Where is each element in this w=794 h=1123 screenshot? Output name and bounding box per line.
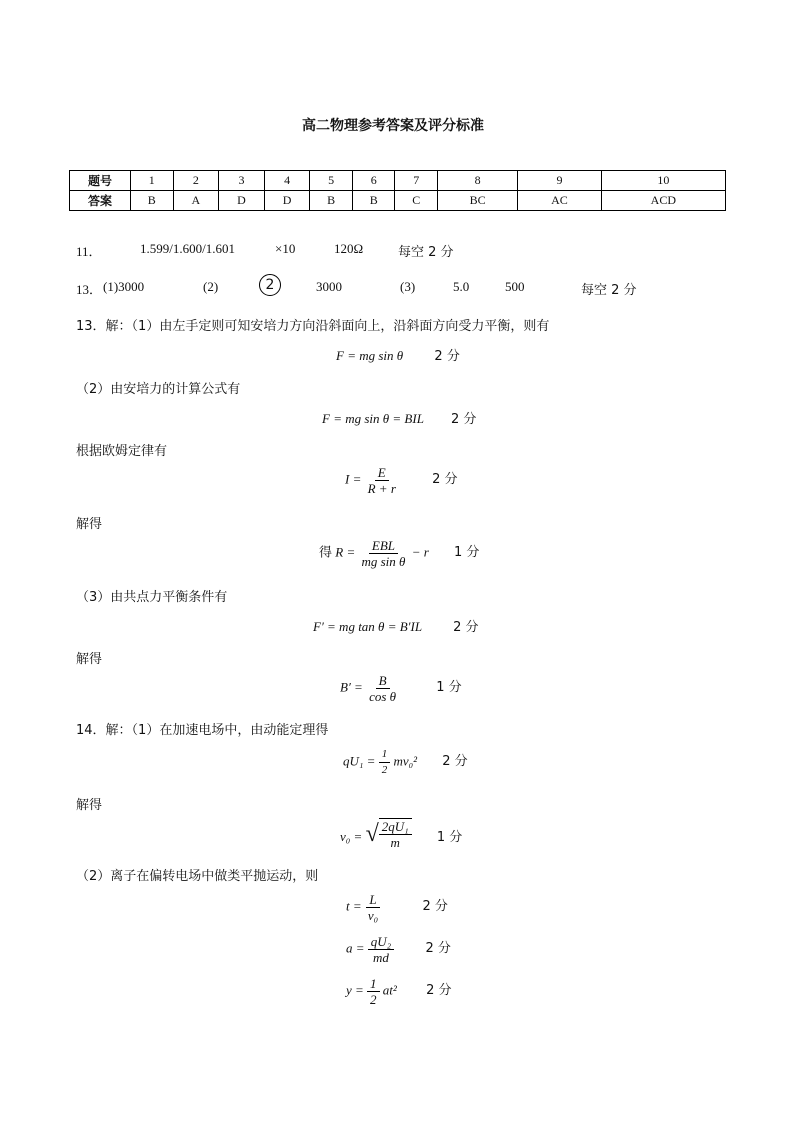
fraction-numerator: 1 (367, 976, 380, 992)
q11-value3: 120Ω (334, 241, 364, 256)
score-text: 1 分 (454, 545, 480, 561)
equation-lhs: R = (335, 544, 356, 560)
table-cell: 7 (395, 171, 438, 191)
equation-lhs: y = (346, 982, 364, 998)
q11-number: 11． (76, 244, 102, 259)
table-cell: 3 (219, 171, 265, 191)
score-text: 2 分 (422, 899, 448, 915)
table-cell: 6 (352, 171, 395, 191)
fraction-numerator: L (366, 892, 379, 908)
score-text: 1 分 (436, 830, 463, 845)
q12-value-a: 5.0 (453, 279, 470, 294)
q12-part3-label: (3) (400, 279, 416, 294)
table-cell: D (219, 191, 265, 211)
q14-part2: （2）离子在偏转电场中做类平抛运动，则 (76, 869, 319, 884)
equation-lhs: qU₁ = (343, 753, 376, 769)
equation-text: F = mg sin θ = BIL (322, 411, 424, 426)
table-cell: 2 (173, 171, 219, 191)
q14-eq4 (346, 934, 451, 965)
table-cell: 8 (438, 171, 518, 191)
fraction-numerator: 1 (379, 747, 391, 763)
answer-table (69, 170, 726, 211)
table-cell: 1 (131, 171, 174, 191)
fraction-denominator: v₀ (367, 908, 379, 923)
equation-text: F′ = mg tan θ = B′IL (313, 619, 422, 634)
fraction-denominator: cos θ (369, 689, 397, 704)
equation-tail: at² (382, 982, 397, 998)
q12-score: 每空 2 分 (581, 283, 637, 298)
equation-prefix: 得 (319, 545, 333, 561)
fraction (366, 673, 399, 704)
q14-intro: 14．解：（1）在加速电场中，由动能定理得 (76, 723, 329, 738)
fraction-denominator: m (390, 835, 400, 850)
fraction (368, 934, 394, 965)
square-root (366, 818, 412, 850)
fraction-denominator: 2 (370, 992, 377, 1007)
score-text: 2 分 (450, 412, 477, 427)
table-cell: C (395, 191, 438, 211)
table-cell: 10 (601, 171, 725, 191)
fraction (365, 465, 399, 496)
fraction-numerator: qU₂ (368, 934, 394, 950)
q13-eq5 (313, 616, 478, 635)
fraction (358, 538, 408, 569)
q12-part2-label: (2) (203, 279, 219, 294)
q11-value2: ×10 (275, 241, 296, 256)
fraction-denominator: mg sin θ (361, 554, 406, 569)
score-text: 2 分 (432, 472, 458, 488)
q13-jiede1: 解得 (76, 517, 103, 532)
table-cell: AC (518, 191, 601, 211)
q12-part1: (1)3000 (103, 279, 145, 294)
table-cell: B (131, 191, 174, 211)
q14-eq1 (343, 747, 468, 778)
score-text: 2 分 (425, 941, 451, 957)
fraction-numerator: EBL (369, 538, 398, 554)
table-cell: B (310, 191, 353, 211)
equation-lhs: t = (346, 898, 362, 914)
table-cell: BC (438, 191, 518, 211)
table-cell: A (173, 191, 219, 211)
q13-jiede2: 解得 (76, 652, 103, 667)
fraction-denominator: 2 (381, 764, 388, 776)
table-cell: 5 (310, 171, 353, 191)
q13-ohm: 根据欧姆定律有 (76, 444, 168, 459)
table-cell: D (264, 191, 310, 211)
table-cell: ACD (601, 191, 725, 211)
circled-number: 2 (259, 274, 281, 296)
table-cell: 9 (518, 171, 601, 191)
fraction-denominator: md (373, 950, 389, 965)
equation-tail: mv₀² (393, 753, 418, 769)
q12-number: 13． (76, 282, 103, 297)
q13-intro: 13．解：（1）由左手定则可知安培力方向沿斜面向上，沿斜面方向受力平衡，则有 (76, 319, 550, 334)
q13-eq2 (322, 408, 476, 427)
fraction (379, 819, 412, 850)
equation-lhs: a = (346, 940, 365, 956)
radicand (379, 818, 412, 850)
q14-eq3 (346, 892, 448, 923)
q14-eq2 (340, 818, 462, 850)
q11-value1: 1.599/1.600/1.601 (140, 241, 235, 256)
radical-sign-icon: √ (365, 821, 379, 847)
fraction-numerator: 2qU₁ (379, 819, 412, 835)
q11-score: 每空 2 分 (398, 245, 454, 260)
table-header-cell: 题号 (70, 171, 131, 191)
fraction (365, 892, 381, 923)
equation-lhs: B′ = (340, 679, 363, 695)
table-cell: 4 (264, 171, 310, 191)
score-text: 2 分 (453, 620, 479, 635)
fraction-numerator: E (375, 465, 389, 481)
q13-eq4 (319, 538, 479, 569)
score-text: 2 分 (434, 349, 460, 364)
q13-eq1 (336, 345, 460, 364)
table-cell: B (352, 191, 395, 211)
fraction-numerator: B (376, 673, 390, 689)
equation-tail: − r (411, 544, 429, 560)
fraction (379, 747, 391, 778)
q13-eq6 (340, 673, 462, 704)
equation-lhs: v₀ = (340, 829, 363, 844)
q13-part2: （2）由安培力的计算公式有 (76, 382, 241, 397)
q13-eq3 (345, 465, 458, 496)
score-text: 2 分 (426, 983, 452, 999)
fraction-denominator: R + r (367, 481, 396, 496)
score-text: 2 分 (442, 754, 468, 770)
q12-part2-value: 3000 (316, 279, 342, 294)
q12-value-b: 500 (505, 279, 525, 294)
q13-part3: （3）由共点力平衡条件有 (76, 590, 228, 605)
equation-text: F = mg sin θ (336, 348, 404, 363)
page-title: 高二物理参考答案及评分标准 (302, 118, 484, 134)
q14-jiede: 解得 (76, 798, 103, 813)
equation-lhs: I = (345, 471, 362, 487)
table-row (70, 191, 726, 211)
table-header-cell: 答案 (70, 191, 131, 211)
fraction (367, 976, 380, 1007)
q14-eq5 (346, 976, 451, 1007)
table-row (70, 171, 726, 191)
score-text: 1 分 (436, 680, 462, 696)
